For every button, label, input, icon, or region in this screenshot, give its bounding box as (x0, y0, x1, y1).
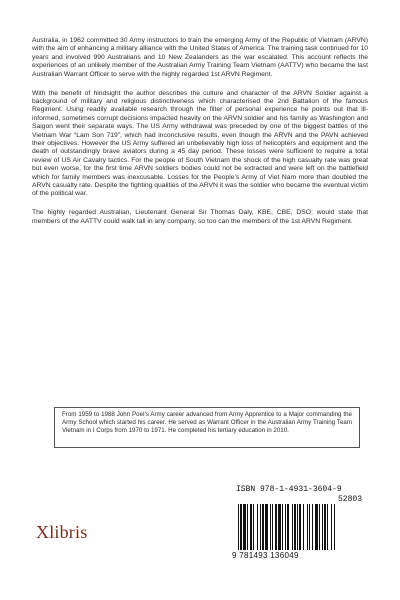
barcode-bar (324, 504, 326, 550)
barcode-bar (303, 504, 304, 550)
barcode-bar (278, 504, 281, 550)
price-code: 52803 (337, 495, 362, 504)
barcode-bar (331, 504, 332, 550)
barcode-bar (240, 504, 242, 550)
isbn-number: ISBN 978-1-4931-3604-9 (236, 485, 342, 494)
barcode-bar (275, 504, 277, 550)
barcode-bar (238, 504, 239, 550)
barcode-digits: 9 781493 136049 (232, 551, 299, 560)
barcode-bar (260, 504, 261, 550)
barcode-bar (319, 504, 320, 550)
barcode-bar (294, 504, 296, 550)
blurb-paragraph-2: With the benefit of hindsight the author describes the culture and character of the ARVN Soldier against a background of military and religious distinctiveness which characterised the 2nd Battalion of the famous Regiment. Using readily available research through the filter of personal experience he points out that ill-informed, sometimes corrupt decisions impacted heavily on the ARVN soldier and his family as Washington and Saigon went their separate ways. The US Army withdrawal was preceded by one of the biggest battles of the Vietnam War “Lam Son 719”, which had inconclusive results, even though the ARVN and the PAVN achieved their objectives. However the US Army suffered an unbelievably high loss of helicopters and equipment and the death of outstandingly brave aviators during a 45 day period. These losses were sufficient to require a total review of US Air Cavalry tactics. For the people of South Vietnam the shock of the high casualty rate was great but even worse, for the first time ARVN soldiers bodies could not be extracted and were left on the battlefield which for family members was inexcusable. Losses for the People’s Army of Viet Nam more than doubled the ARVN casualty rate. Despite the fighting qualities of the ARVN it was the soldier who became the eventual victim of the political war. (32, 89, 368, 198)
barcode-bar (265, 504, 268, 550)
barcode-bar (270, 504, 271, 550)
barcode-bar (312, 504, 313, 550)
barcode-bar (253, 504, 254, 550)
barcode-bar (257, 504, 258, 550)
barcode-bar (307, 504, 308, 550)
publisher-logo: Xlibris (36, 522, 88, 542)
barcode-bar (282, 504, 283, 550)
barcode-bar (247, 504, 248, 550)
barcode-bar (299, 504, 301, 550)
barcode-bar (250, 504, 252, 550)
cover-blurb (32, 37, 368, 237)
barcode-bar (287, 504, 289, 550)
barcode-bar (315, 504, 318, 550)
barcode-bar (292, 504, 293, 550)
barcode-bar (297, 504, 298, 550)
barcode-bar (272, 504, 273, 550)
barcode-bar (327, 504, 328, 550)
barcode-bar (262, 504, 264, 550)
blurb-paragraph-3: The highly regarded Australian, Lieutenant General Sir Thomas Daly, KBE, CBE, DSO; would state that members of the AATTV could walk tall in any company, so too can the members of the 1st ARVN Regiment. (32, 209, 368, 225)
isbn-barcode (232, 485, 364, 575)
barcode-bar (322, 504, 323, 550)
barcode-bar (243, 504, 246, 550)
barcode-bars (232, 504, 364, 550)
barcode-bar (334, 504, 335, 550)
blurb-paragraph-1: Australia, in 1962 committed 30 Army instructors to train the emerging Army of the Republic of Vietnam (ARVN) with the aim of enhancing a military alliance with the United States of America. The training task continued for 10 years and involved 990 Australians and 10 New Zealanders as the war escalated. This account reflects the experiences of an unlikely member of the Australian Army Training Team Vietnam (AATTV) who became the last Australian Warrant Officer to serve with the highly regarded 1st ARVN Regiment. (32, 37, 368, 78)
author-bio-box (54, 407, 360, 448)
barcode-bar (285, 504, 286, 550)
author-bio-text: From 1959 to 1988 John Poel’s Army career advanced from Army Apprentice to a Major commanding the Army School which started his career. He served as Warrant Officer in the Australian Army Training Team Vietnam in I Corps from 1970 to 1971. He completed his tertiary education in 2010. (62, 411, 352, 434)
barcode-bar (309, 504, 310, 550)
